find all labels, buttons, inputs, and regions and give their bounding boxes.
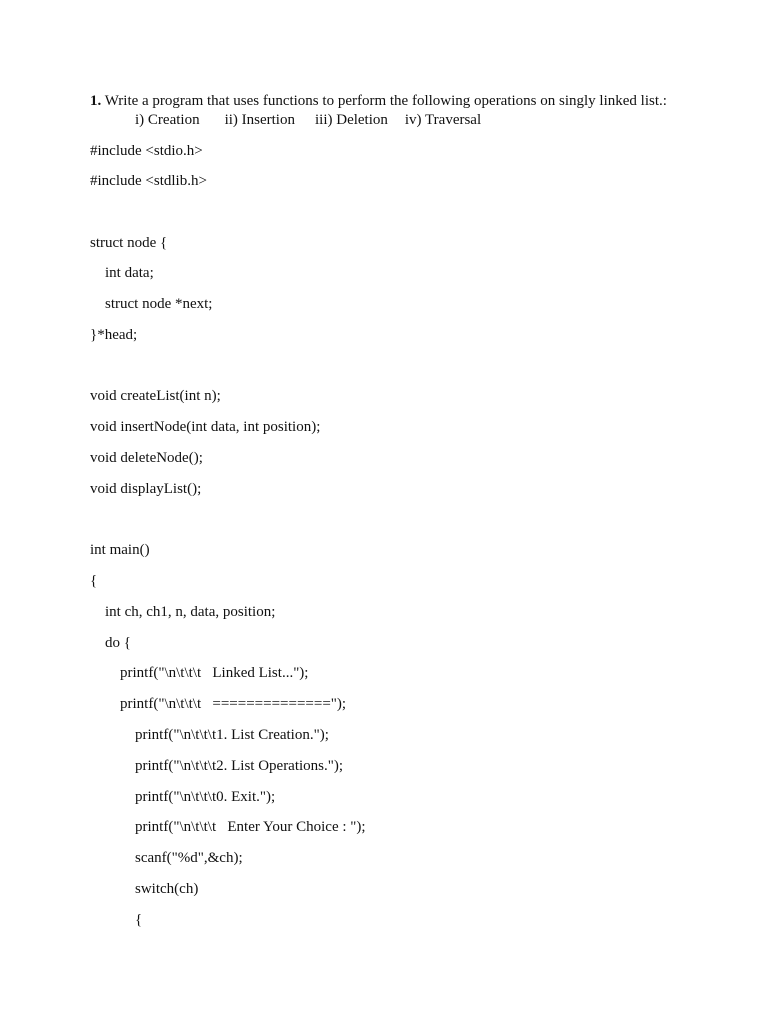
code-line: int data;	[105, 265, 154, 281]
code-line: }*head;	[90, 327, 138, 343]
code-line: #include <stdlib.h>	[90, 173, 207, 189]
code-line: printf("\n\t\t\t0. Exit.");	[135, 789, 276, 805]
code-line: void deleteNode();	[90, 450, 203, 466]
question-heading	[90, 92, 730, 111]
code-line: void createList(int n);	[90, 388, 221, 404]
code-line: #include <stdio.h>	[90, 143, 203, 159]
operation-creation: i) Creation	[135, 112, 200, 128]
code-line: struct node {	[90, 235, 168, 251]
code-line: printf("\n\t\t\t Enter Your Choice : ");	[135, 819, 366, 835]
code-line: scanf("%d",&ch);	[135, 850, 243, 866]
code-line: {	[135, 912, 143, 928]
question-text: Write a program that uses functions to perform the following operations on singly linked list.:	[101, 93, 667, 109]
operations-list	[90, 111, 730, 130]
operation-traversal: iv) Traversal	[404, 112, 482, 128]
code-line: int main()	[90, 542, 150, 558]
code-line: void displayList();	[90, 481, 202, 497]
code-line: printf("\n\t\t\t Linked List...");	[120, 665, 309, 681]
operation-insertion: ii) Insertion	[224, 112, 295, 128]
code-line: void insertNode(int data, int position);	[90, 419, 321, 435]
question-block	[90, 92, 730, 130]
code-line: int ch, ch1, n, data, position;	[105, 604, 276, 620]
code-line: struct node *next;	[105, 296, 213, 312]
code-line: printf("\n\t\t\t2. List Operations.");	[135, 758, 344, 774]
question-number: 1.	[90, 93, 102, 109]
code-line: switch(ch)	[135, 881, 199, 897]
code-line: {	[90, 573, 98, 589]
operation-deletion: iii) Deletion	[314, 112, 388, 128]
code-line: printf("\n\t\t\t1. List Creation.");	[135, 727, 329, 743]
code-line: do {	[105, 635, 131, 651]
code-line: printf("\n\t\t\t ==============");	[120, 696, 347, 712]
